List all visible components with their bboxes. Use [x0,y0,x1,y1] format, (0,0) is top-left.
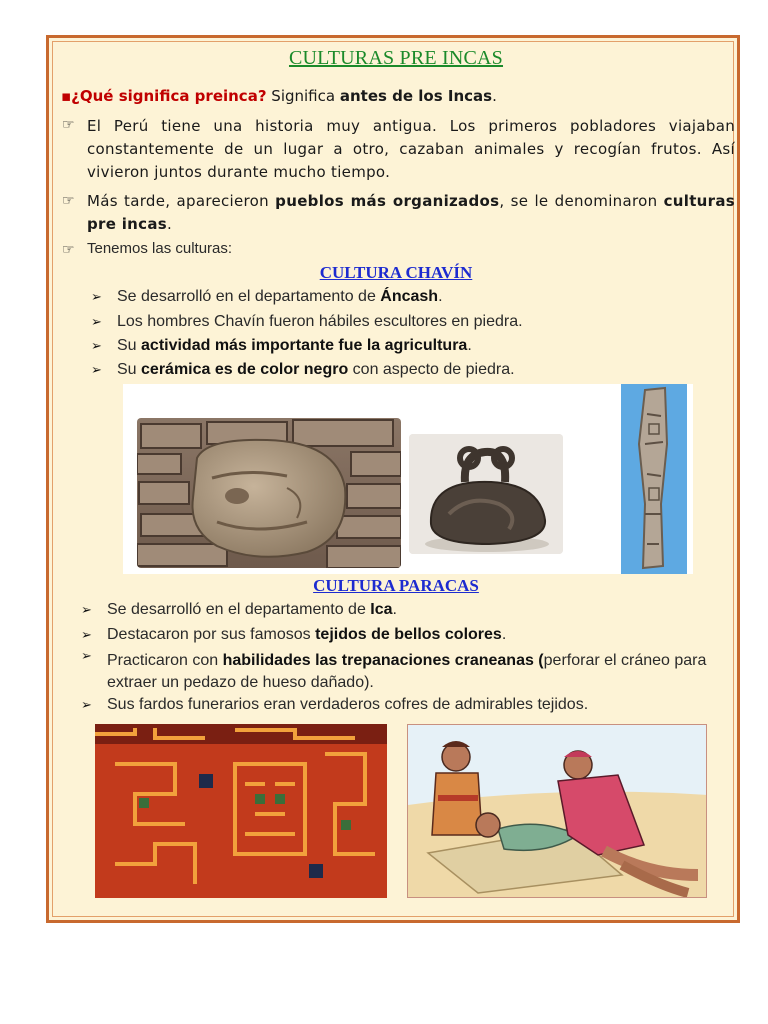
para2-bold2: culturas pre incas [87,192,735,233]
question-text: ¿Qué significa preinca? [71,87,267,105]
square-bullet-icon: ▪ [61,87,72,105]
chavin-item [91,361,515,379]
chavin-item [91,337,472,355]
question-answer-end: . [492,87,497,105]
para2-end: . [167,215,173,233]
paracas-item-bold: tejidos de bellos colores [315,626,502,643]
stone-head-image [137,418,401,568]
chavin-item-post: con aspecto de piedra. [348,361,515,378]
paracas-heading: CULTURA PARACAS [313,576,479,595]
chavin-item-text: Se desarrolló en el departamento de [117,288,381,305]
organized-peoples-paragraph [87,190,735,236]
paracas-item-post: . [501,626,507,643]
chavin-heading: CULTURA CHAVÍN [319,263,473,282]
paracas-item-post: . [392,601,397,618]
arrow-bullet-icon: ➢ [81,602,92,617]
paracas-item-bold: habilidades las trepanaciones craneanas ( [222,652,544,669]
arrow-bullet-icon: ➢ [91,314,102,329]
para2-bold1: pueblos más organizados [275,192,500,210]
question-answer-pre: Significa [266,87,340,105]
pointing-hand-icon: ☞ [62,242,75,258]
arrow-bullet-icon: ➢ [91,289,102,304]
para2-pre: Más tarde, aparecieron [87,192,276,210]
paracas-item-text: Destacaron por sus famosos [107,626,316,643]
paracas-item [81,626,506,644]
chavin-item-bold: Áncash [380,288,439,305]
worksheet-frame [46,35,740,923]
chavin-item-bold: cerámica es de color negro [141,361,349,378]
chavin-item [91,288,443,306]
paracas-textile-image [95,724,387,898]
chavin-item-text: Su [117,337,142,354]
arrow-bullet-icon: ➢ [81,697,92,712]
paracas-item-text: Sus fardos funerarios eran verdaderos cofres de admirables tejidos. [107,696,589,713]
chavin-item [91,313,523,331]
chavin-item-text: Su [117,361,142,378]
paracas-item-bold: Ica [370,601,393,618]
pointing-hand-icon: ☞ [62,193,75,209]
cultures-intro: Tenemos las culturas: [87,240,233,257]
chavin-item-post: . [438,288,443,305]
paracas-item-text: Practicaron con [107,652,223,669]
arrow-bullet-icon: ➢ [91,338,102,353]
paracas-item-text: Se desarrolló en el departamento de [107,601,371,618]
obelisk-image [621,384,687,574]
chavin-item-post: . [467,337,472,354]
pointing-hand-icon: ☞ [62,117,75,133]
question-answer-bold: antes de los Incas [339,87,493,105]
paracas-item [81,696,588,714]
para2-mid: , se le denominaron [499,192,664,210]
chavin-photo-strip [123,384,693,574]
chavin-item-text: Los hombres Chavín fueron hábiles escultores en piedra. [117,313,523,330]
arrow-bullet-icon: ➢ [81,627,92,642]
question-line [61,87,497,105]
arrow-bullet-icon: ➢ [81,649,92,664]
paracas-item [81,601,397,619]
chavin-item-bold: actividad más importante fue la agricultura [141,337,468,354]
trepanation-illustration [407,724,707,898]
page-title: CULTURAS PRE INCAS [288,47,504,69]
intro-paragraph: El Perú tiene una historia muy antigua. Los primeros pobladores viajaban constantemente de un lugar a otro, cazaban animales y recogían frutos. Así vivieron juntos durante mucho tiempo. [87,117,735,181]
paracas-item [107,650,729,694]
ceramic-vessel-image [409,434,563,554]
paracas-item-post: perforar el cráneo para extraer un pedazo de hueso dañado). [107,652,707,691]
arrow-bullet-icon: ➢ [91,362,102,377]
